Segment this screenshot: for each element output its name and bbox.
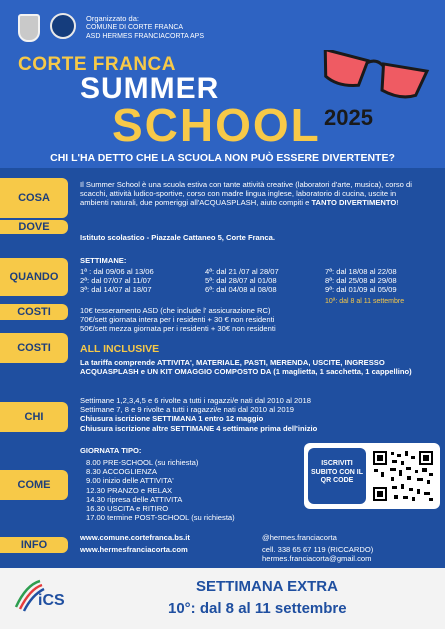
giornata-tipo-title: GIORNATA TIPO:: [80, 446, 142, 455]
cosa-text: [80, 180, 425, 208]
schedule-item: 8.30 ACCOGLIENZA: [86, 467, 157, 477]
label-info: INFO: [0, 537, 68, 553]
footer-extra-week-title: SETTIMANA EXTRA: [196, 578, 338, 595]
schedule-list: [86, 458, 235, 522]
social-handle[interactable]: @hermes.franciacorta: [262, 533, 337, 542]
dove-address: Istituto scolastico - Piazzale Cattaneo 5, Corte Franca.: [80, 233, 275, 242]
schedule-item: 14.30 ripresa delle ATTIVITA: [86, 494, 183, 504]
week-8: 8ª: dal 25/08 al 29/08: [325, 276, 397, 286]
week-1: 1ª : dal 09/06 al 13/06: [80, 267, 154, 276]
qr-code-icon[interactable]: [370, 448, 436, 504]
quando-col2: [205, 267, 279, 295]
schedule-item: 9.00 inizio delle ATTIVITA': [86, 476, 174, 486]
chi-line-3: Chiusura iscrizione SETTIMANA 1 entro 12 maggio: [80, 414, 264, 424]
costi-lines: [80, 306, 276, 334]
label-chi: CHI: [0, 402, 68, 432]
title-line3: SCHOOL: [112, 99, 321, 151]
week-7: 7ª: dal 18/08 al 22/08: [325, 267, 397, 276]
cosa-text-a: Il Summer School è una scuola estiva con tante attività creative (laboratori d'arte, musica), corso di scacchi, attività ludico-sportive, corso con madre lingua inglese, laboratorio di cucina, uscite in ambienti naturali, due pomeriggi all'ACQUASPLASH, aiuto compiti e: [80, 180, 412, 208]
label-quando: QUANDO: [0, 258, 68, 296]
title-line1: CORTE FRANCA: [18, 54, 176, 75]
chi-line-4: Chiusura iscrizione altre SETTIMANE 4 settimane prima dell'inizio: [80, 423, 318, 433]
week-3: 3ª: dal 14/07 al 18/07: [80, 285, 152, 295]
tagline: CHI L'HA DETTO CHE LA SCUOLA NON PUÒ ESSERE DIVERTENTE?: [50, 152, 395, 164]
aics-logo-icon: [14, 575, 74, 615]
schedule-item: 16.30 USCITA e RITIRO: [86, 504, 169, 514]
hermes-logo-icon: [50, 13, 76, 39]
website-link-comune[interactable]: www.comune.cortefranca.bs.it: [80, 533, 190, 542]
all-inclusive-heading: ALL INCLUSIVE: [80, 343, 160, 355]
quando-col3: [325, 267, 397, 295]
organizer-line2: COMUNE DI CORTE FRANCA: [86, 24, 184, 31]
svg-text:iCS: iCS: [38, 592, 65, 609]
chi-line-1: Settimane 1,2,3,4,5 e 6 rivolte a tutti i ragazzi/e nati dal 2010 al 2018: [80, 396, 311, 405]
week-5: 5ª: dal 28/07 al 01/08: [205, 276, 277, 286]
label-cosa: COSA: [0, 178, 68, 218]
footer-extra-week-dates: 10°: dal 8 al 11 settembre: [168, 600, 347, 617]
schedule-item: 12.30 PRANZO e RELAX: [86, 485, 173, 495]
costi-line-1: 10€ tesseramento ASD (che include l' assicurazione RC): [80, 306, 271, 315]
cosa-text-c: !: [396, 198, 399, 208]
website-link-hermes[interactable]: www.hermesfranciacorta.com: [80, 545, 188, 555]
municipality-crest-icon: [18, 14, 40, 42]
organizer-line1: Organizzato da:: [86, 14, 139, 23]
phone-contact: cell. 338 65 67 119 (RICCARDO): [262, 545, 374, 555]
dove-text: [80, 233, 275, 242]
schedule-item: 8.00 PRE-SCHOOL (su richiesta): [86, 458, 199, 467]
qr-call-to-action: ISCRIVITI SUBITO CON IL QR CODE: [308, 448, 366, 504]
info-left: [80, 533, 190, 554]
title-line2: SUMMER: [80, 72, 220, 105]
organizer-block: [86, 14, 204, 41]
label-come: COME: [0, 470, 68, 500]
come-title: [80, 446, 141, 455]
label-dove: DOVE: [0, 220, 68, 234]
week-4: 4ª: dal 21 /07 al 28/07: [205, 267, 279, 276]
week-9: 9ª: dal 01/09 al 05/09: [325, 285, 397, 295]
week-2: 2ª: dal 07/07 al 11/07: [80, 276, 152, 286]
costi-line-3: 50€/sett mezza giornata per i residenti + 30€ non residenti: [80, 324, 276, 334]
label-costi-1: COSTI: [0, 304, 68, 320]
week-6: 6ª: dal 04/08 al 08/08: [205, 285, 277, 295]
all-inclusive-text: La tariffa comprende ATTIVITA', MATERIALE, PASTI, MERENDA, USCITE, INGRESSO ACQUASPLASH e UN KIT OMAGGIO COMPOSTO DA (1 maglietta, 1 sacchetta, 1 cappellino): [80, 358, 412, 377]
quando-col1: [80, 267, 154, 295]
costi-line-2: 70€/sett giornata intera per i residenti + 30 € non residenti: [80, 315, 275, 325]
cosa-text-b: TANTO DIVERTIMENTO: [311, 198, 397, 208]
chi-lines: [80, 396, 317, 433]
label-costi-2: COSTI: [0, 333, 68, 363]
organizer-line3: ASD HERMES FRANCIACORTA APS: [86, 33, 204, 40]
chi-line-2: Settimane 7, 8 e 9 rivolte a tutti i ragazzi/e nati dal 2010 al 2019: [80, 405, 295, 415]
info-right: [262, 533, 373, 564]
title-year: 2025: [324, 105, 373, 130]
email-link[interactable]: hermes.franciacorta@gmail.com: [262, 554, 372, 564]
schedule-item: 17.00 termine POST-SCHOOL (su richiesta): [86, 513, 235, 523]
quando-settimane-title: SETTIMANE:: [80, 256, 127, 265]
quando-title: [80, 256, 126, 265]
week-10: 10ª: dal 8 al 11 settembre: [325, 298, 405, 305]
sunglasses-icon: [313, 50, 433, 100]
